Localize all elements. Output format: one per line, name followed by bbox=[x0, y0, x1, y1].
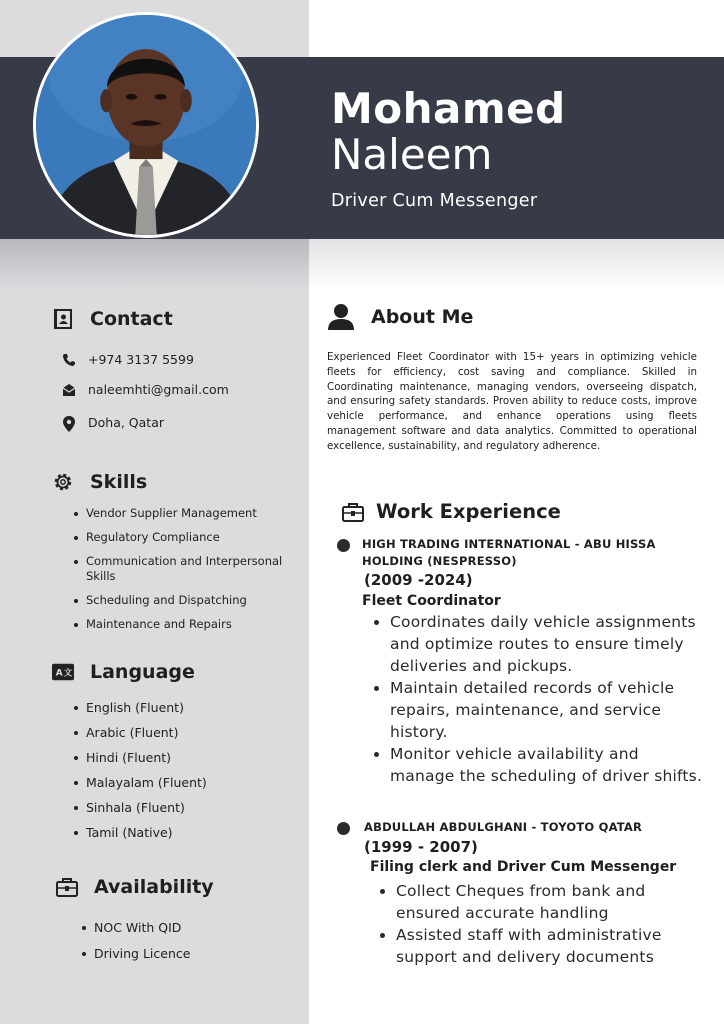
map-pin-icon bbox=[62, 416, 76, 430]
language-item: Tamil (Native) bbox=[74, 825, 302, 840]
duty-item: Coordinates daily vehicle assignments and optimize routes to ensure timely deliveries and pickups. bbox=[374, 611, 704, 677]
skills-heading bbox=[52, 471, 147, 493]
person-icon bbox=[327, 303, 355, 331]
contact-book-icon bbox=[52, 308, 74, 330]
skills-list bbox=[74, 506, 302, 632]
availability-heading bbox=[56, 876, 214, 898]
language-item: Sinhala (Fluent) bbox=[74, 800, 302, 815]
duty-item: Monitor vehicle availability and manage the scheduling of driver shifts. bbox=[374, 743, 704, 787]
contact-location bbox=[62, 415, 164, 430]
language-item: Hindi (Fluent) bbox=[74, 750, 302, 765]
gear-icon bbox=[52, 471, 74, 493]
profile-photo bbox=[33, 12, 259, 238]
phone-number: +974 3137 5599 bbox=[88, 352, 194, 367]
contact-phone bbox=[62, 352, 194, 367]
timeline-dot bbox=[337, 822, 350, 835]
sidebar-shadow bbox=[0, 239, 309, 289]
job-role: Driver Cum Messenger bbox=[331, 191, 538, 211]
duty-item: Maintain detailed records of vehicle repairs, maintenance, and service history. bbox=[374, 677, 704, 743]
language-item: English (Fluent) bbox=[74, 700, 302, 715]
availability-item: Driving Licence bbox=[82, 946, 302, 961]
briefcase-icon bbox=[56, 876, 78, 898]
briefcase-icon bbox=[342, 501, 364, 523]
job-duties bbox=[374, 611, 704, 787]
about-heading bbox=[327, 303, 473, 331]
last-name: Naleem bbox=[331, 130, 493, 179]
duty-item: Collect Cheques from bank and ensured accurate handling bbox=[380, 880, 680, 924]
skill-item: Regulatory Compliance bbox=[74, 530, 302, 545]
job-position: Filing clerk and Driver Cum Messenger bbox=[370, 859, 677, 875]
availability-item: NOC With QID bbox=[82, 920, 302, 935]
work-title: Work Experience bbox=[376, 500, 561, 523]
job-years: (1999 - 2007) bbox=[364, 838, 478, 856]
job-company: ABDULLAH ABDULGHANI - TOYOTO QATAR bbox=[364, 820, 643, 834]
phone-icon bbox=[62, 353, 76, 367]
about-title: About Me bbox=[371, 306, 474, 328]
svg-text:文: 文 bbox=[63, 667, 73, 678]
timeline-dot bbox=[337, 539, 350, 552]
skills-title: Skills bbox=[90, 471, 148, 493]
contact-heading bbox=[52, 308, 173, 330]
translate-icon bbox=[52, 661, 74, 683]
svg-text:A: A bbox=[55, 667, 63, 679]
location: Doha, Qatar bbox=[88, 415, 165, 430]
email-address: naleemhti@gmail.com bbox=[88, 382, 229, 397]
availability-title: Availability bbox=[94, 876, 214, 898]
language-heading bbox=[52, 661, 195, 683]
language-list bbox=[74, 700, 302, 840]
availability-list bbox=[82, 920, 302, 961]
profile-photo-illustration bbox=[36, 15, 256, 235]
envelope-icon bbox=[62, 383, 76, 397]
language-item: Malayalam (Fluent) bbox=[74, 775, 302, 790]
first-name: Mohamed bbox=[331, 84, 566, 133]
job-years: (2009 -2024) bbox=[364, 571, 473, 589]
about-text: Experienced Fleet Coordinator with 15+ years in optimizing vehicle fleets for efficiency, cost saving and compliance. Skilled in Coordinating maintenance, managing vendors, overseeing dispatch, and ensuring safety standards. Proven ability to reduce costs, improve vehicle performance, and enhance operations using fleets management software and data analytics. Committed to operational excellence, sustainability, and regulatory adherence. bbox=[327, 351, 697, 452]
skill-item: Communication and Interpersonal Skills bbox=[74, 554, 302, 584]
language-item: Arabic (Fluent) bbox=[74, 725, 302, 740]
job-company: HIGH TRADING INTERNATIONAL - ABU HISSA HOLDING (NESPRESSO) bbox=[362, 537, 656, 568]
duty-item: Assisted staff with administrative support and delivery documents bbox=[380, 924, 680, 968]
job-duties bbox=[380, 880, 680, 968]
contact-title: Contact bbox=[90, 308, 173, 330]
name-block bbox=[331, 86, 566, 178]
skill-item: Vendor Supplier Management bbox=[74, 506, 302, 521]
skill-item: Scheduling and Dispatching bbox=[74, 593, 302, 608]
language-title: Language bbox=[90, 661, 195, 683]
skill-item: Maintenance and Repairs bbox=[74, 617, 302, 632]
contact-email bbox=[62, 382, 229, 397]
job-position: Fleet Coordinator bbox=[362, 593, 501, 609]
work-heading bbox=[342, 500, 561, 523]
